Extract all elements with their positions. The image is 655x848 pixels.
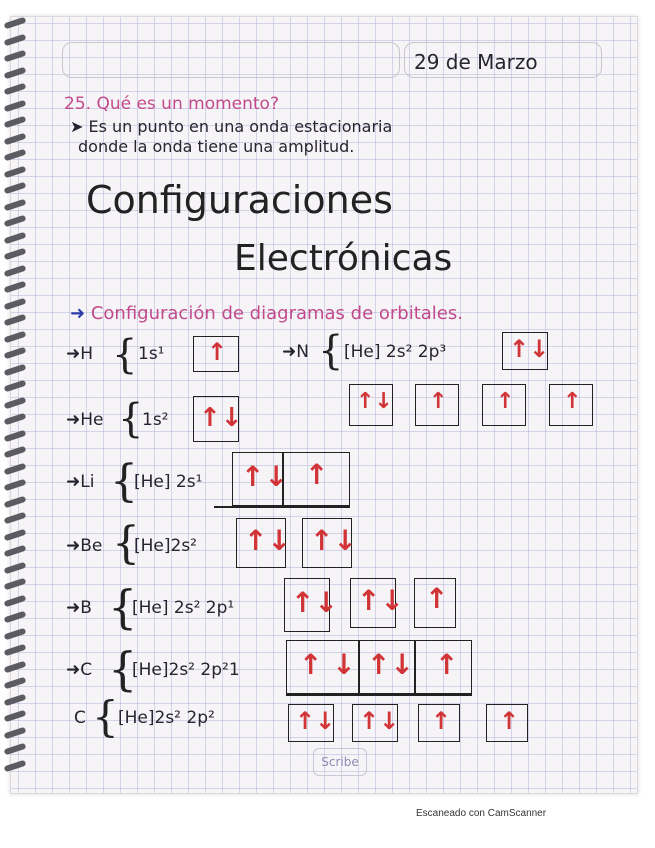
spiral-ring <box>4 330 27 343</box>
spiral-ring <box>4 215 27 228</box>
spiral-ring <box>4 380 27 393</box>
spiral-ring <box>4 231 27 244</box>
orbital-arrows: ↑ <box>425 582 449 615</box>
spiral-ring <box>4 726 27 739</box>
brace-h: { <box>112 332 138 378</box>
orbital-box-b-2 <box>350 578 404 628</box>
spiral-ring <box>4 314 27 327</box>
config-be: [He]2s² <box>134 536 197 556</box>
brace-b: { <box>108 580 138 634</box>
spiral-ring <box>4 512 27 525</box>
date-text: 29 de Marzo <box>414 50 538 74</box>
orbital-arrows: ↑ ↓ <box>299 648 356 681</box>
brace-c-1: { <box>108 642 138 696</box>
orbital-box-c2-2 <box>352 704 398 742</box>
orbital-box-c1-3 <box>414 640 472 694</box>
element-label-he: ➜He <box>66 410 104 430</box>
spiral-ring <box>4 644 27 657</box>
element-label-h: ➜H <box>66 344 94 364</box>
orbital-box-n-1 <box>502 332 548 370</box>
spiral-ring <box>4 627 27 640</box>
spiral-ring <box>4 693 27 706</box>
answer-line-1: ➤ Es un punto en una onda estacionaria <box>70 117 393 136</box>
spiral-ring <box>4 594 27 607</box>
spiral-ring <box>4 99 27 112</box>
spiral-ring <box>4 545 27 558</box>
spiral-ring <box>4 429 27 442</box>
orbital-box-li-1 <box>232 452 288 506</box>
orbital-box-be-2 <box>302 518 357 568</box>
spiral-ring <box>4 248 27 261</box>
element-symbol-b: B <box>80 598 92 618</box>
spiral-ring <box>4 413 27 426</box>
spiral-ring <box>4 132 27 145</box>
heading-line-2: Electrónicas <box>234 238 453 279</box>
config-c-2: [He]2s² 2p² <box>118 708 215 728</box>
orbital-box-c1-1 <box>286 640 360 694</box>
spiral-ring <box>4 710 27 723</box>
element-symbol-c-1: C <box>80 660 93 680</box>
spiral-ring <box>4 297 27 310</box>
spiral-ring <box>4 611 27 624</box>
orbital-box-b-1 <box>284 578 338 632</box>
element-symbol-be: Be <box>80 536 103 556</box>
header-name-field <box>62 42 400 78</box>
orbital-arrows: ↑↓ <box>244 524 291 557</box>
config-n: [He] 2s² 2p³ <box>344 342 447 362</box>
spiral-ring <box>4 578 27 591</box>
orbital-box-c2-4 <box>486 704 528 742</box>
spiral-ring <box>4 561 27 574</box>
element-label-be: ➜Be <box>66 536 103 556</box>
spiral-ring <box>4 198 27 211</box>
spiral-ring <box>4 743 27 756</box>
spiral-ring <box>4 759 27 772</box>
brace-he: { <box>118 396 144 442</box>
orbital-box-c2-3 <box>418 704 460 742</box>
orbital-arrows: ↑ <box>563 389 582 414</box>
orbital-box-c1-2 <box>358 640 416 694</box>
subheading-text: Configuración de diagramas de orbitales. <box>90 303 463 324</box>
spiral-ring <box>4 462 27 475</box>
orbital-box-li-2 <box>282 452 350 506</box>
answer-line-2: donde la onda tiene una amplitud. <box>78 137 355 156</box>
spiral-ring <box>4 66 27 79</box>
orbital-arrows: ↑↓ <box>359 707 400 735</box>
notebook-brand-logo: Scribe <box>313 748 367 776</box>
orbital-box-n-2 <box>349 384 393 426</box>
orbital-box-n-4 <box>482 384 526 426</box>
spiral-ring <box>4 495 27 508</box>
config-he: 1s² <box>142 410 169 430</box>
config-c-1: [He]2s² 2p²1 <box>132 660 240 680</box>
orbital-arrows: ↑↓ <box>310 524 357 557</box>
spiral-ring <box>4 264 27 277</box>
spiral-ring <box>4 396 27 409</box>
orbital-box-c2-1 <box>288 704 334 742</box>
element-label-n: ➜N <box>282 342 309 362</box>
orbital-arrows: ↑ <box>496 389 515 414</box>
orbital-arrows: ↑ <box>431 707 452 735</box>
orbital-arrows: ↑↓ <box>295 707 336 735</box>
spiral-ring <box>4 446 27 459</box>
orbital-arrows: ↑ <box>435 648 459 681</box>
orbital-arrows: ↑ <box>499 707 520 735</box>
brace-c-2: { <box>92 692 119 741</box>
bullet-arrow-icon: ➜ <box>70 303 86 324</box>
element-symbol-h: H <box>80 344 94 364</box>
orbital-box-n-3 <box>415 384 459 426</box>
orbital-arrows: ↑↓ <box>356 389 393 414</box>
orbital-arrows: ↑ <box>429 389 448 414</box>
orbital-box-b-3 <box>414 578 456 628</box>
element-symbol-li: Li <box>80 472 95 492</box>
spiral-ring <box>4 17 27 30</box>
orbital-box-h-1 <box>193 336 239 372</box>
orbital-arrows: ↑↓ <box>291 586 338 619</box>
orbital-arrows: ↑↓ <box>199 403 243 433</box>
brace-n: { <box>318 328 344 374</box>
spiral-ring <box>4 83 27 96</box>
element-label-b: ➜B <box>66 598 92 618</box>
spiral-ring <box>4 677 27 690</box>
spiral-ring <box>4 660 27 673</box>
underline-li <box>214 506 350 508</box>
spiral-ring <box>4 149 27 162</box>
spiral-ring <box>4 182 27 195</box>
heading-line-1: Configuraciones <box>86 178 393 222</box>
spiral-ring <box>4 363 27 376</box>
underline-c-1 <box>286 694 472 696</box>
spiral-ring <box>4 347 27 360</box>
spiral-ring <box>4 479 27 492</box>
config-li: [He] 2s¹ <box>134 472 203 492</box>
orbital-box-he-1 <box>193 396 243 442</box>
config-h: 1s¹ <box>138 344 165 364</box>
orbital-arrows: ↑ <box>207 338 228 366</box>
orbital-arrows: ↑ <box>305 458 329 491</box>
spiral-binding <box>4 20 30 780</box>
orbital-arrows: ↑↓ <box>241 460 288 493</box>
orbital-arrows: ↑↓ <box>357 584 404 617</box>
spiral-ring <box>4 281 27 294</box>
element-symbol-n: N <box>296 342 309 362</box>
brace-be: { <box>112 518 140 569</box>
element-symbol-c-2: C <box>74 708 86 728</box>
spiral-ring <box>4 50 27 63</box>
scanner-footer: Escaneado con CamScanner <box>416 808 547 819</box>
brace-li: { <box>110 456 138 507</box>
spiral-ring <box>4 165 27 178</box>
orbital-box-n-5 <box>549 384 593 426</box>
spiral-ring <box>4 116 27 129</box>
orbital-arrows: ↑↓ <box>509 335 550 363</box>
orbital-box-be-1 <box>236 518 291 568</box>
answer-line-1-text: Es un punto en una onda estacionaria <box>88 117 393 136</box>
question-title: 25. Qué es un momento? <box>64 94 279 114</box>
orbital-arrows: ↑↓ <box>367 648 414 681</box>
spiral-ring <box>4 33 27 46</box>
element-label-c-1: ➜C <box>66 660 93 680</box>
subheading <box>70 303 463 324</box>
element-label-li: ➜Li <box>66 472 95 492</box>
spiral-ring <box>4 528 27 541</box>
element-symbol-he: He <box>80 410 104 430</box>
config-b: [He] 2s² 2p¹ <box>132 598 235 618</box>
